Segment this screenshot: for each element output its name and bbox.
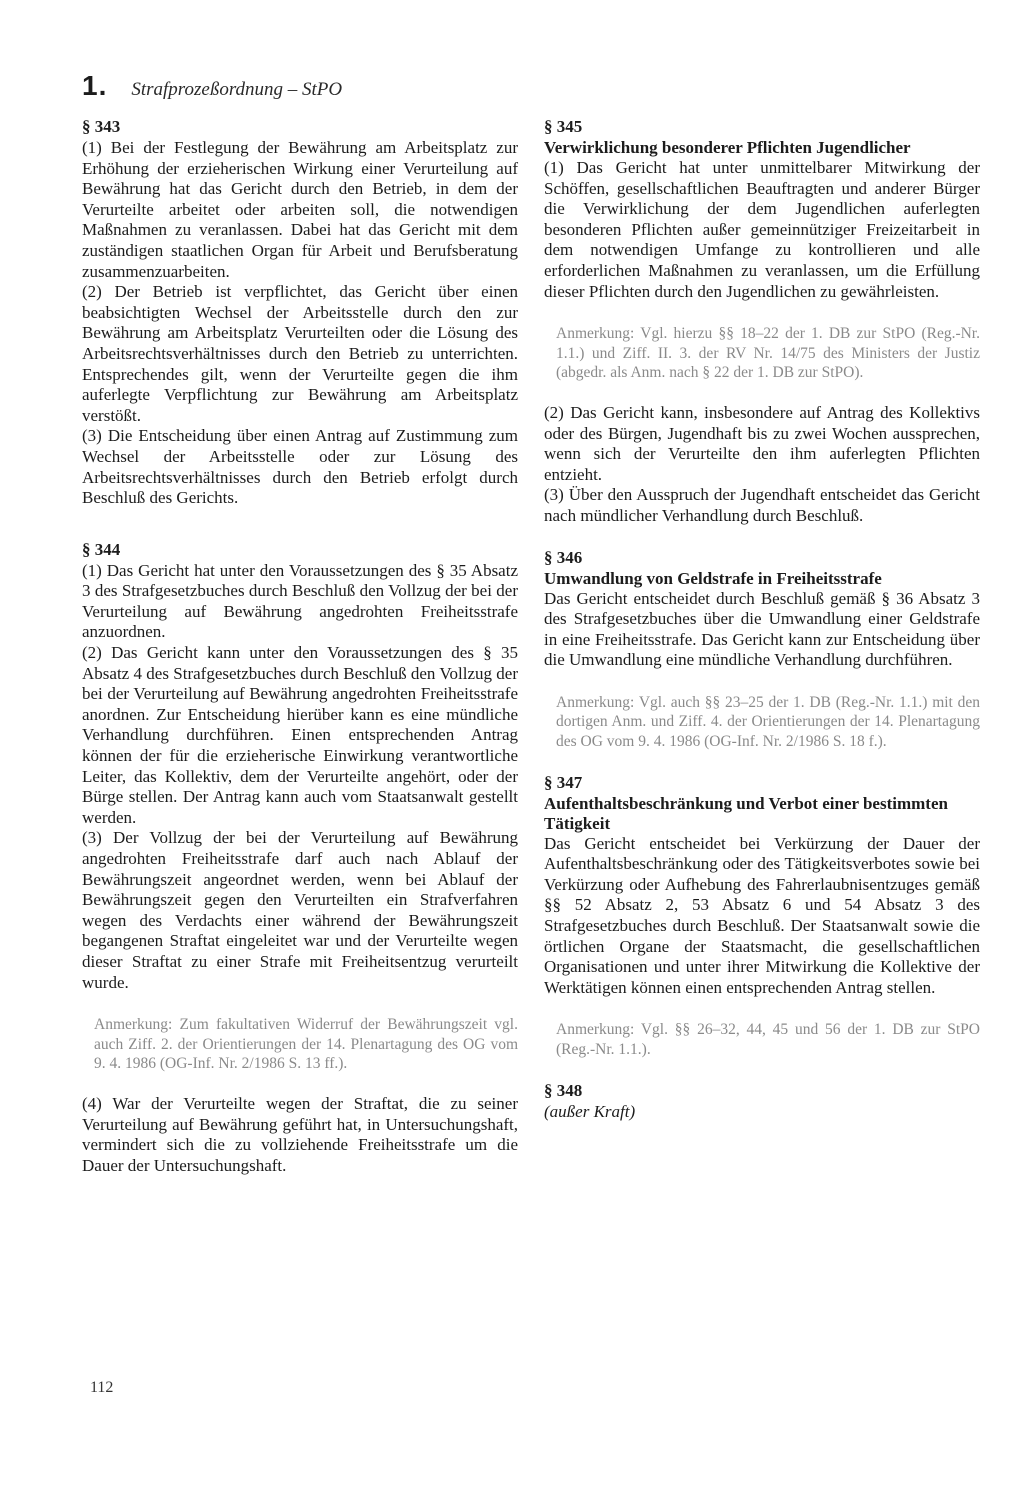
paragraph: (2) Das Gericht kann, insbesondere auf Antrag des Kollektivs oder des Bürgen, Jugendhaft bis zu zwei Wochen aussprechen, wenn sich der Verurteilte den ihm auferlegten Pflichten entzieht.	[544, 402, 980, 484]
section-346	[544, 547, 980, 752]
section-title: (außer Kraft)	[544, 1101, 636, 1121]
section-343	[82, 116, 518, 509]
section-348	[544, 1080, 980, 1122]
left-column	[82, 116, 518, 1188]
paragraph: Das Gericht entscheidet durch Beschluß gemäß § 36 Absatz 3 des Strafgesetzbuches über die Umwandlung einer Geldstrafe in eine Freiheitsstrafe. Das Gericht kann zur Entscheidung über die Umwandlung eine mündliche Verhandlung durchführen.	[544, 588, 980, 670]
paragraph: (3) Die Entscheidung über einen Antrag auf Zustimmung zum Wechsel der Arbeitsstelle oder zur Lösung des Arbeitsrechtsverhältnisses durch den Betrieb erfolgt durch Beschluß des Gerichts.	[82, 426, 518, 508]
annotation-note: Anmerkung: Zum fakultativen Widerruf der Bewährungszeit vgl. auch Ziff. 2. der Orientierungen der 14. Plenartagung des OG vom 9. 4. 1986 (OG-Inf. Nr. 2/1986 S. 13 ff.).	[94, 1016, 518, 1073]
section-number: § 345	[544, 117, 583, 136]
section-number: § 348	[544, 1080, 583, 1100]
annotation-note: Anmerkung: Vgl. hierzu §§ 18–22 der 1. DB zur StPO (Reg.-Nr. 1.1.) und Ziff. II. 3. der RV Nr. 14/75 des Ministers der Justiz (abgedr. als Anm. nach § 22 der 1. DB zur StPO).	[556, 325, 980, 382]
section-number: § 346	[544, 547, 583, 567]
paragraph: (3) Über den Ausspruch der Jugendhaft entscheidet das Gericht nach mündlicher Verhandlung durch Beschluß.	[544, 485, 980, 525]
annotation-note: Anmerkung: Vgl. auch §§ 23–25 der 1. DB (Reg.-Nr. 1.1.) mit den dortigen Anm. und Ziff. 4. der Orientierungen der 14. Plenartagung des OG vom 9. 4. 1986 (OG-Inf. Nr. 2/1986 S. 18 f.).	[556, 693, 980, 751]
section-number: § 343	[82, 117, 121, 136]
section-title: Aufenthaltsbeschränkung und Verbot einer bestimmten Tätigkeit	[544, 793, 948, 833]
section-number: § 344	[82, 539, 121, 559]
section-344	[82, 539, 518, 1177]
running-header	[82, 70, 342, 102]
paragraph: (2) Das Gericht kann unter den Voraussetzungen des § 35 Absatz 4 des Strafgesetzbuches durch Beschluß den Vollzug der bei der Verurteilung auf Bewährung angedrohten Freiheitsstrafe anordnen. Zur Entscheidung hierüber kann es eine mündliche Verhandlung durchführen. Einen entsprechenden Antrag können der für die erzieherische Einwirkung verantwortliche Leiter, das Kollektiv, dem der Verurteilte angehört, oder der Bürge stellen. Der Antrag kann auch vom Staatsanwalt gestellt werden.	[82, 643, 518, 827]
right-column	[544, 116, 980, 1134]
paragraph: (3) Der Vollzug der bei der Verurteilung auf Bewährung angedrohten Freiheitsstrafe darf auch nach Ablauf der Bewährungszeit angeordnet werden, wenn bei Ablauf der Bewährungszeit gegen den Verurteilten ein Strafverfahren wegen des Verdachts einer während der Bewährungszeit begangenen Straftat eingeleitet war und der Verurteilte wegen dieser Straftat zu einer Strafe mit Freiheitsentzug verurteilt wurde.	[82, 828, 518, 992]
section-347	[544, 772, 980, 1060]
section-title: Verwirklichung besonderer Pflichten Jugendlicher	[544, 138, 911, 157]
chapter-title: Strafprozeßordnung – StPO	[131, 79, 343, 100]
section-345	[544, 116, 980, 527]
chapter-number: 1.	[82, 70, 108, 101]
paragraph: (1) Das Gericht hat unter unmittelbarer Mitwirkung der Schöffen, gesellschaftlichen Beauftragten und anderer Bürger die Verwirklichung der dem Jugendlichen auferlegten besonderen Pflichten außer gemeinnütziger Freizeitarbeit in dem notwendigen Umfange zu kontrollieren und alle erforderlichen Maßnahmen zu veranlassen, um die Erfüllung dieser Pflichten durch den Jugendlichen zu gewährleisten.	[544, 158, 980, 301]
section-number: § 347	[544, 772, 583, 792]
annotation-note: Anmerkung: Vgl. §§ 26–32, 44, 45 und 56 der 1. DB zur StPO (Reg.-Nr. 1.1.).	[556, 1021, 980, 1058]
paragraph: (4) War der Verurteilte wegen der Straftat, die zu seiner Verurteilung auf Bewährung geführt hat, in Untersuchungshaft, vermindert sich die zu vollziehende Freiheitsstrafe um die Dauer der Untersuchungshaft.	[82, 1093, 518, 1175]
page-number: 112	[90, 1379, 114, 1396]
paragraph: Das Gericht entscheidet bei Verkürzung der Dauer der Aufenthaltsbeschränkung oder des Tätigkeitsverbotes sowie bei Verkürzung oder Aufhebung des Fahrerlaubnisentzuges gemäß §§ 52 Absatz 2, 53 Absatz 6 und 54 Absatz 3 des Strafgesetzbuches durch Beschluß. Der Staatsanwalt sowie die örtlichen Organe der Staatsmacht, die gesellschaftlichen Organisationen und unter ihrer Mitwirkung die Kollektive der Werktätigen können einen entsprechenden Antrag stellen.	[544, 833, 980, 997]
paragraph: (1) Bei der Festlegung der Bewährung am Arbeitsplatz zur Erhöhung der erzieherischen Wirkung einer Verurteilung auf Bewährung hat das Gericht durch den Betrieb, in dem der Verurteilte arbeitet oder arbeiten soll, die notwendigen Maßnahmen zu veranlassen. Dabei hat das Gericht mit dem zuständigen staatlichen Organ für Arbeit und Berufsberatung zusammenzuarbeiten.	[82, 138, 518, 281]
paragraph: (2) Der Betrieb ist verpflichtet, das Gericht über einen beabsichtigten Wechsel der Arbeitsstelle durch den zur Bewährung am Arbeitsplatz Verurteilten oder die Lösung des Arbeitsrechtsverhältnisses durch den Betrieb zu unterrichten. Entsprechendes gilt, wenn der Verurteilte gegen die ihm auferlegte Verpflichtung zur Bewährung am Arbeitsplatz verstößt.	[82, 282, 518, 425]
paragraph: (1) Das Gericht hat unter den Voraussetzungen des § 35 Absatz 3 des Strafgesetzbuches durch Beschluß den Vollzug der bei der Verurteilung auf Bewährung angedrohten Freiheitsstrafe anzuordnen.	[82, 560, 518, 642]
section-title: Umwandlung von Geldstrafe in Freiheitsstrafe	[544, 568, 882, 588]
